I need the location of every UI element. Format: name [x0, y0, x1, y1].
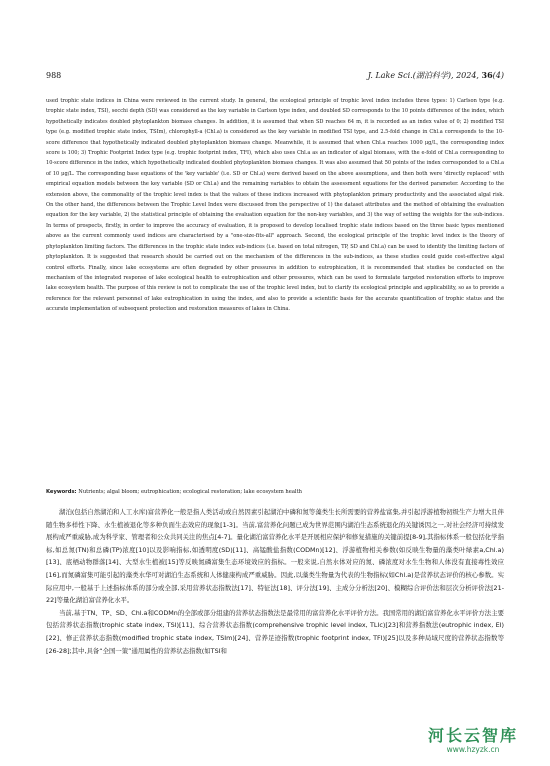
journal-issue: (4)	[492, 71, 504, 80]
abstract-text: used trophic state indices in China were reviewed in the current study. In general, the ecological principle of trophic level index includes three types: 1) Carlson type (e.g. trophic state index, TSI), secchi depth (SD) was considered as the key variable in Carlson type index, and doubled SD corresponds to the 10 points difference of the index, which hypothetically indicates doubled phytoplankton biomass changes. In addition, it is assumed that when SD reaches 64 m, it is recorded as an index value of 0; 2) modified TSI type (e.g. modified trophic state index, TSIm), chlorophyll-a (Chl.a) is considered as the key variable in modified TSI type, and 2.5-fold change in Chl.a corresponds to the 10-score difference that hypothetically indicated doubled phytoplankton biomass change. Meanwhile, it is assumed that when Chl.a reaches 1000 μg/L, the corresponding index score is 100; 3) Trophic Footprint Index type (e.g. trophic footprint index, TFI), which also uses Chl.a as an indicator of algal biomass, with the e-fold of Chl.a corresponding to 10-score difference in the index, which hypothetically indicated doubled phytoplankton biomass changes. It was also assumed that 50 points of the index corresponded to a Chl.a of 10 μg/L. The corresponding base equations of the 'key variable' (i.e. SD or Chl.a) were derived based on the above assumptions, and then both were 'directly replaced' with empirical equation models between the key variable (SD or Chl.a) and the remaining variables to obtain the assessment equations for the derived parameter. According to the extension above, the commonality of the trophic level index is that the values of these indices increased with phytoplankton primary productivity and the associated algal risk. On the other hand, the differences between the Trophic Level Index were discussed from the perspective of 1) the dataset attributes and the method of obtaining the evaluation equation for the key variable, 2) the statistical principle of obtaining the evaluation equation for the non-key variables, and 3) the way of setting the weights for the sub-indices. In terms of prospects, firstly, in order to improve the accuracy of evaluation, it is proposed to develop localised trophic state indices based on the three basic types mentioned above as the current commonly used indices are characterised by a "one-size-fits-all" approach. Second, the ecological principle of the trophic level index is the theory of phytoplankton limiting factors. The differences in the trophic state index sub-indices (i.e. based on total nitrogen, TP, SD and Chl.a) can be used to identify the limiting factors of phytoplankton. It is suggested that research should be carried out on the mechanism of the differences in the sub-indices, as these studies could guide cost-effective algal control efforts. Finally, since lake ecosystems are often degraded by other pressures in addition to eutrophication, it is recommended that studies be conducted on the mechanism of the integrated response of lake ecological health to eutrophication and other pressures, which can be used to formulate targeted restoration efforts to improve lake ecosystem health. The purpose of this review is not to complicate the use of the trophic level index, but to clarify its ecological principle and applicability, so as to provide a reference for the relevant personnel of lake eutrophication in using the index, and also to provide a scientific basis for the accurate quantification of trophic status and the accurate implementation of subsequent protection and restoration measures of lakes in China.	[46, 98, 504, 313]
watermark-url: www.hzyzk.cn	[446, 745, 500, 754]
keywords	[46, 488, 504, 497]
page-header	[46, 70, 504, 84]
watermark-title: 河长云智库	[427, 726, 518, 745]
keywords-text: Nutrients; algal bloom; eutrophication; ecological restoration; lake ecosystem health	[76, 489, 303, 495]
journal-citation	[368, 70, 504, 81]
journal-name-cn: (湖泊科学)	[412, 71, 451, 80]
watermark-logo	[414, 724, 532, 758]
keywords-label: Keywords:	[46, 489, 77, 495]
page-number: 988	[46, 71, 62, 80]
body-text	[46, 506, 504, 657]
body-paragraph-1: 湖泊(包括自然湖泊和人工水库)富营养化一般是指人类活动或自然因素引起湖泊中磷和氮等藻类生长所需要的营养盐富集,并引起浮游植物初级生产力增大且伴随生物多样性下降、水生植被退化等多种负面生态效应的现象[1-3]。当前,富营养化问题已成为世界范围内湖泊生态系统退化的关键诱因之一,对社会经济可持续发展构成严重威胁,成为科学家、管理者和公众共同关注的焦点[4-7]。量化湖泊富营养化水平是开展相应保护和修复措施的关键前提[8-9],其指标体系一般包括化学指标,如总氮(TN)和总磷(TP)浓度[10]以及影响指标,如透明度(SD)[11]、高锰酸盐指数(CODMn)[12]、浮游植物相关参数(如反映生物量的藻类叶绿素a,Chl.a)[13]、底栖动物群落[14]、大型水生植被[15]等反映氮磷富集生态环境效应的指标。一般来说,自然水体对应的氮、磷浓度对水生生物和人体没有直接毒性效应[16],而氮磷富集可能引起的藻类水华可对湖泊生态系统和人体健康构成严重威胁。因此,以藻类生物量为代表的生物指标(如Chl.a)是营养状态评价的核心参数。实际应用中,一般基于上述指标体系的部分或全部,采用营养状态指数法[17]、特征法[18]、评分法[19]、主成分分析法[20]、模糊综合评价法和层次分析评价法[21-22]等量化湖泊富营养化水平。	[46, 508, 504, 605]
journal-volume: 36	[481, 70, 493, 80]
body-paragraph-2: 当前,基于TN、TP、SD、Chl.a和CODMn的全部或部分组建的营养状态指数法是最常用的富营养化水平评价方法。我国常用的湖泊富营养化水平评价方法主要包括营养状态指数(trophic state index, TSI)[11]、综合营养状态指数(comprehensive trophic level index, TLIc)[23]和营养指数法(eutrophic index, EI)[22]、修正营养状态指数(modified trophic state index, TSIm)[24]、营养足迹指数(trophic footprint index, TFI)[25]以及多种局域尺度的营养状态指数等[26-28];其中,具备“全国一策”通用属性的营养状态指数(如TSI和	[46, 608, 504, 655]
journal-prefix: J. Lake Sci.	[367, 71, 413, 80]
journal-year: , 2024,	[450, 71, 482, 80]
